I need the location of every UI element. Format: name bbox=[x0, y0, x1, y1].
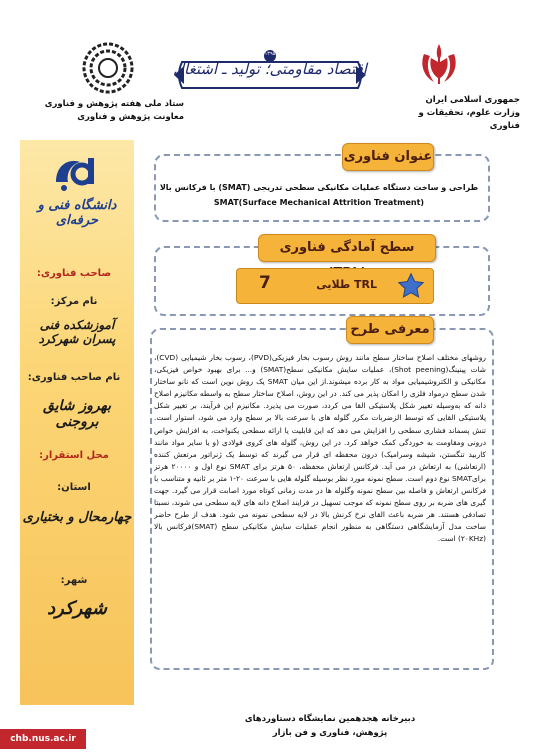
owner-label: صاحب فناوری: bbox=[36, 268, 112, 279]
university-logo bbox=[50, 152, 100, 194]
center-label: نام مرکز: bbox=[50, 296, 98, 307]
description-tab: معرفی طرح bbox=[346, 316, 434, 344]
center-value: آموزشکده فنی پسران شهرکرد bbox=[38, 318, 116, 346]
city-value: شهرکرد bbox=[47, 598, 107, 619]
location-label: محل استقرار: bbox=[39, 450, 109, 461]
hq-heading bbox=[8, 98, 184, 124]
banner-seal: ۱۳۹۵ bbox=[264, 51, 276, 57]
tech-title-en: SMAT(Surface Mechanical Attrition Treatment) bbox=[213, 198, 425, 207]
ministry-line-2: وزارت علوم، تحقیقات و فناوری bbox=[418, 108, 520, 131]
banner-slogan: اقتصاد مقاومتی؛ تولید ـ اشتغال bbox=[173, 60, 367, 78]
trl-tab: سطح آمادگی فناوری bbox=[258, 234, 436, 262]
footer-line-2: پژوهش، فناوری و فن بازار bbox=[272, 728, 388, 738]
trl-label: TRL طلایی bbox=[316, 278, 377, 291]
tech-title-tab: عنوان فناوری bbox=[342, 143, 434, 171]
star-icon bbox=[397, 272, 425, 300]
description-text: روشهای مختلف اصلاح ساختار سطح مانند روش رسوب بخار فیزیکی(PVD)، رسوب بخار شیمیایی (CVD)، شات پینینگ(Shot peening)، عملیات سایش مکانیکی سطح(SMAT) و... برای بهبود خواص فیزیکی، مکانیکی و الکتروشیمیایی مواد به کار برده میشوند.از این میان SMAT یک روش نوین است که نانو ساختار شدن سطح درمواد فلزی را امکان پذیر می کند. در این روش، اصلاح ساختار سطح به واسطه مکانیزم اصلاح دانه که به‌وسیله تغییر شکل پلاستیکی القا می کردد، صورت می پذیرد. مکانیزم این فرآیند، بر تغییر شکل پلاستیکی القایی که توسط الزضربات مکرر گلوله های با سرعت بالا بر سطح وارد می شود، استوار است. تنش پسماند فشاری سطحی را افزایش می دهد که این قابلیت یا ارائه سطحی یکنواخت، به افزایش خواص درونی ومقاومت به خوردگی کمک خواهد کرد. در این روش، گلوله های کروی فولادی (و یا سایر مواد مانند کاربید تنگستن، شیشه وسرامیک) درون محفظه ای قرار می گیرند که توسط یک ژنراتور مرتعش کننده (ارتعاشی) به ارتعاش در می آید. فرکانس ارتعاش محفظه، ۵۰ هرتز برای SMAT نوع اول و ۲۰۰۰۰ هرتز برایSMAT نوع دوم است. سطح نمونه مورد نظر بوسیله گلوله هایی با سرعت ۲۰-۱ متر بر ثانیه و متناسب با فرکانس ارتعاش و فاصله بین سطح نمونه وگلوله ها در مدت زمانی کوتاه مورد اصابت قرار می گیرد. جهت گیری های ضربه بر روی سطح نمونه که موجب تسهیل در فرایند اصلاح دانه های لایه سطحی می شوند، نسبتا تصادفی هستند. هر ضربه باعث القای نرخ کرنش بالا در لایه سطحی نمونه می شود. هدف از طرح حاضر ساخت مدل آزمایشگاهی دستگاهی به منظور انجام عملیات سایش مکانیکی سطح (SMAT)فرکانس بالا (۲۰KHz) است. bbox=[154, 353, 486, 544]
trl-level-box bbox=[236, 268, 434, 304]
ministry-heading bbox=[410, 94, 520, 133]
ministry-line-1: جمهوری اسلامی ایران bbox=[425, 95, 520, 105]
owner-name-value: بهروز شایق بروجنی bbox=[42, 398, 112, 430]
province-value: چهارمحال و بختیاری bbox=[22, 510, 132, 525]
hq-line-1: ستاد ملی هفته پژوهش و فناوری bbox=[44, 99, 184, 109]
slogan-banner bbox=[172, 48, 368, 102]
iran-emblem-logo bbox=[414, 40, 464, 90]
site-watermark: chb.nus.ac.ir bbox=[0, 729, 86, 749]
tech-title-fa: طراحی و ساخت دستگاه عملیات مکانیکی سطحی تدریجی (SMAT) با فرکانس بالا bbox=[159, 183, 479, 192]
owner-name-label: نام صاحب فناوری: bbox=[27, 372, 121, 383]
trl-value: 7 bbox=[259, 273, 271, 293]
owner-sidebar bbox=[20, 140, 134, 705]
city-label: شهر: bbox=[60, 575, 88, 586]
research-week-logo bbox=[80, 40, 136, 96]
university-name: دانشگاه فنی و حرفه‌ای bbox=[37, 198, 117, 228]
province-label: استان: bbox=[57, 482, 91, 493]
hq-line-2: معاونت پژوهش و فناوری bbox=[77, 112, 184, 122]
footer-text bbox=[210, 712, 450, 740]
footer-line-1: دبیرخانه هجدهمین نمایشگاه دستاوردهای bbox=[244, 714, 416, 724]
